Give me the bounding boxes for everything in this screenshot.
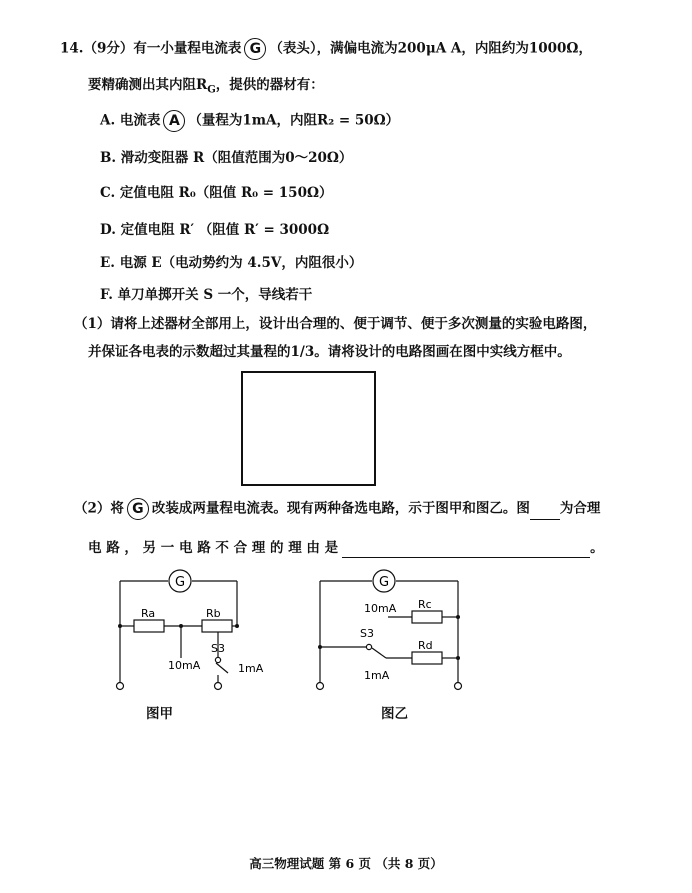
- figure-answer-blank[interactable]: [530, 499, 560, 520]
- item-a-suffix: （量程为1mA，内阻R₂ = 50Ω）: [188, 112, 400, 129]
- part2-line2-end: 。: [590, 540, 604, 556]
- answer-box[interactable]: [241, 371, 376, 486]
- reason-answer-blank[interactable]: [342, 537, 590, 558]
- part1-line2: 并保证各电表的示数超过其量程的1/3。请将设计的电路图画在图中实线方框中。: [88, 344, 571, 360]
- item-c: C. 定值电阻 R₀（阻值 R₀ = 150Ω）: [100, 185, 333, 201]
- meter-label-jia: G: [174, 575, 186, 590]
- tap-10ma-jia: 10mA: [168, 659, 201, 672]
- page-footer: 高三物理试题 第 6 页 （共 8 页）: [249, 856, 443, 871]
- tap-10ma-yi: 10mA: [364, 602, 397, 615]
- item-a-prefix: A. 电流表: [100, 112, 161, 129]
- resistor-rb-label: Rb: [206, 607, 221, 620]
- meter-label-yi: G: [378, 575, 390, 590]
- figure-yi-caption: 图乙: [381, 706, 408, 722]
- circuit-diagram-jia: [110, 565, 270, 700]
- question-header: [60, 38, 592, 60]
- part2-line2-prefix: 电 路 ， 另 一 电 路 不 合 理 的 理 由 是: [88, 540, 339, 556]
- part2-line2: [88, 537, 604, 558]
- question-line2-sub: G: [207, 84, 216, 96]
- galvanometer-symbol-2: G: [127, 498, 149, 520]
- item-b: B. 滑动变阻器 R（阻值范围为0～20Ω）: [100, 150, 353, 166]
- resistor-rc-label: Rc: [418, 598, 432, 611]
- part1-line1: （1）请将上述器材全部用上，设计出合理的、便于调节、便于多次测量的实验电路图，: [74, 316, 597, 332]
- item-d: D. 定值电阻 R′ （阻值 R′ = 3000Ω: [100, 222, 330, 238]
- galvanometer-symbol: G: [244, 38, 266, 60]
- tap-1ma-jia: 1mA: [238, 662, 264, 675]
- switch-label-jia: S3: [211, 642, 225, 655]
- item-a: [100, 110, 399, 132]
- resistor-rd-label: Rd: [418, 639, 433, 652]
- question-suffix: （表头），满偏电流为200μA A，内阻约为1000Ω，: [269, 40, 592, 57]
- part2-line1: [74, 498, 600, 520]
- part2-end: 为合理: [559, 500, 601, 517]
- figure-jia-caption: 图甲: [146, 706, 173, 722]
- part2-mid: 改装成两量程电流表。现有两种备选电路，示于图甲和图乙。图: [151, 500, 530, 517]
- item-f: F. 单刀单掷开关 S 一个，导线若干: [100, 287, 313, 303]
- ammeter-symbol: A: [163, 110, 185, 132]
- switch-label-yi: S3: [360, 627, 374, 640]
- question-line2: [88, 75, 324, 101]
- question-prefix: 14.（9分）有一小量程电流表: [60, 40, 242, 57]
- item-e: E. 电源 E（电动势约为 4.5V，内阻很小）: [100, 255, 363, 271]
- resistor-ra-label: Ra: [141, 607, 156, 620]
- question-line2-tail: ，提供的器材有：: [215, 77, 324, 93]
- question-line2-text: 要精确测出其内阻R: [88, 77, 208, 93]
- tap-1ma-yi: 1mA: [364, 669, 390, 682]
- part2-prefix: （2）将: [74, 500, 124, 517]
- circuit-diagram-yi: [308, 565, 468, 700]
